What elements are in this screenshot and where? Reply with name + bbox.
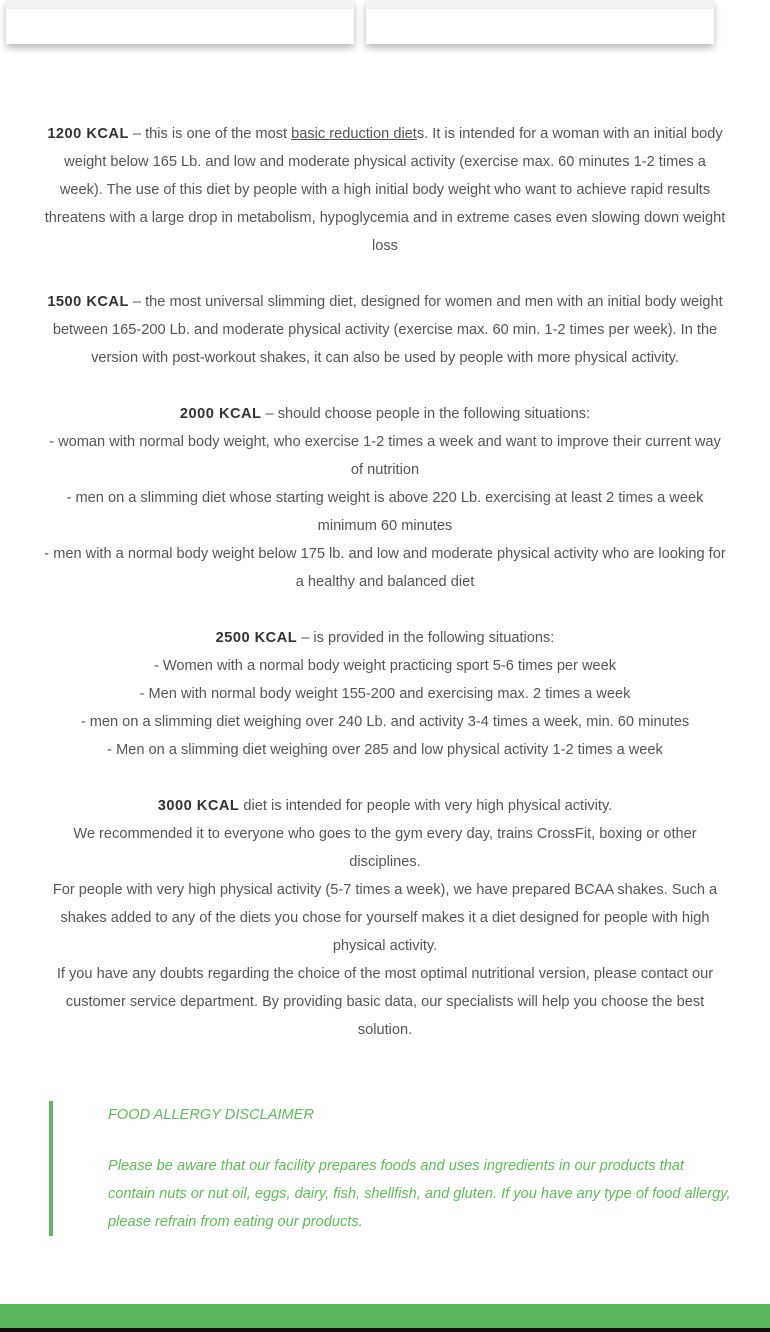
- kcal-heading-1200: 1200 KCAL: [47, 126, 129, 142]
- diet-descriptions: [44, 120, 726, 1072]
- basic-reduction-diet-link[interactable]: basic reduction diet: [291, 126, 417, 142]
- product-card-right[interactable]: [366, 0, 714, 44]
- food-allergy-disclaimer: [49, 1101, 733, 1236]
- card-strip: [6, 0, 354, 9]
- text-2000-intro: – should choose people in the following situations:: [261, 406, 591, 422]
- kcal-heading-2000: 2000 KCAL: [179, 406, 262, 422]
- paragraph-3000-bcaa: For people with very high physical activity (5-7 times a week), we have prepared BCAA shakes. Such a shakes added to any of the diets you chose for yourself makes it a diet designed for people with high physical activity.: [52, 882, 718, 954]
- section-1200: [44, 120, 726, 260]
- disclaimer-title: FOOD ALLERGY DISCLAIMER: [108, 1107, 314, 1123]
- text-1200-rest: s. It is intended for a woman with an initial body weight below 165 Lb. and low and moderate physical activity (exercise max. 60 minutes 1-2 times a week). The use of this diet by people with a high initial body weight who want to achieve rapid results threatens with a large drop in metabolism, hypoglycemia and in extreme cases even slowing down weight loss: [44, 126, 726, 254]
- list-item: - Women with a normal body weight practicing sport 5-6 times per week: [153, 658, 617, 674]
- kcal-heading-2500: 2500 KCAL: [215, 630, 298, 646]
- section-3000: [44, 792, 726, 1044]
- card-strip: [366, 0, 714, 9]
- paragraph-3000-recommendation: We recommended it to everyone who goes to the gym every day, trains CrossFit, boxing or other disciplines.: [73, 826, 697, 870]
- footer-bar: [0, 1304, 770, 1328]
- product-card-left[interactable]: [6, 0, 354, 44]
- text-2500-intro: – is provided in the following situations:: [297, 630, 555, 646]
- text-1200-lead: – this is one of the most: [128, 126, 292, 142]
- paragraph-2000-intro: [44, 400, 726, 428]
- list-item: - men with a normal body weight below 175 lb. and low and moderate physical activity who are looking for a healthy and balanced diet: [44, 546, 726, 590]
- list-item: - woman with normal body weight, who exercise 1-2 times a week and want to improve their current way of nutrition: [49, 434, 721, 478]
- section-1500: [44, 288, 726, 372]
- section-2000: [44, 400, 726, 596]
- paragraph-1500: [44, 288, 726, 372]
- kcal-heading-1500: 1500 KCAL: [47, 294, 129, 310]
- disclaimer-text: Please be aware that our facility prepares foods and uses ingredients in our products that contain nuts or nut oil, eggs, dairy, fish, shellfish, and gluten. If you have any type of food allergy, please refrain from eating our products.: [108, 1158, 731, 1230]
- list-item: - men on a slimming diet whose starting weight is above 220 Lb. exercising at least 2 times a week minimum 60 minutes: [66, 490, 704, 534]
- kcal-heading-3000: 3000 KCAL: [157, 798, 240, 814]
- section-2500: [44, 624, 726, 764]
- paragraph-2500-intro: [44, 624, 726, 652]
- paragraph-1200: [44, 120, 726, 260]
- text-3000-intro: diet is intended for people with very high physical activity.: [239, 798, 613, 814]
- paragraph-3000-contact: If you have any doubts regarding the choice of the most optimal nutritional version, please contact our customer service department. By providing basic data, our specialists will help you choose the best solution.: [56, 966, 714, 1038]
- list-item: - Men with normal body weight 155-200 and exercising max. 2 times a week: [139, 686, 631, 702]
- list-item: - Men on a slimming diet weighing over 285 and low physical activity 1-2 times a week: [107, 742, 663, 758]
- footer-bottom-edge: [0, 1328, 770, 1332]
- paragraph-3000-intro: [44, 792, 726, 820]
- list-item: - men on a slimming diet weighing over 240 Lb. and activity 3-4 times a week, min. 60 minutes: [80, 714, 690, 730]
- text-1500: – the most universal slimming diet, designed for women and men with an initial body weight between 165-200 Lb. and moderate physical activity (exercise max. 60 min. 1-2 times per week). In the version with post-workout shakes, it can also be used by people with more physical activity.: [52, 294, 723, 366]
